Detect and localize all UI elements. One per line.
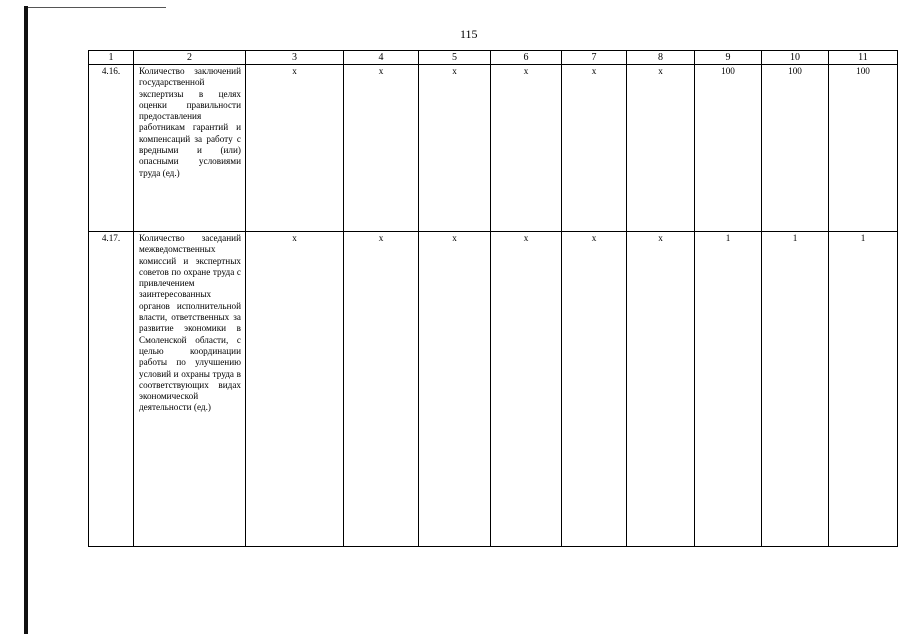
row-value: x	[491, 232, 562, 547]
column-header: 8	[627, 51, 695, 65]
row-value: 100	[695, 65, 762, 232]
row-value: x	[246, 232, 344, 547]
row-value: x	[344, 232, 419, 547]
row-value: 1	[762, 232, 829, 547]
row-number: 4.16.	[89, 65, 134, 232]
row-value: x	[562, 65, 627, 232]
column-header: 9	[695, 51, 762, 65]
column-header: 7	[562, 51, 627, 65]
row-value: x	[562, 232, 627, 547]
row-number: 4.17.	[89, 232, 134, 547]
column-header: 2	[134, 51, 246, 65]
row-value: x	[627, 232, 695, 547]
column-header: 5	[419, 51, 491, 65]
scan-top-rule	[28, 7, 166, 8]
column-header: 4	[344, 51, 419, 65]
table-row	[89, 232, 898, 547]
row-value: x	[419, 232, 491, 547]
row-value: 1	[829, 232, 898, 547]
page-number: 115	[460, 27, 478, 41]
column-header: 3	[246, 51, 344, 65]
row-value: 100	[762, 65, 829, 232]
table-row	[89, 65, 898, 232]
row-value: 100	[829, 65, 898, 232]
data-table	[88, 50, 898, 547]
row-value: x	[627, 65, 695, 232]
column-header: 10	[762, 51, 829, 65]
column-header: 1	[89, 51, 134, 65]
row-value: x	[246, 65, 344, 232]
row-description: Количество заключений государственной экспертизы в целях оценки правильности предоставления работникам гарантий и компенсаций за работу с вредными и (или) опасными условиями труда (ед.)	[134, 65, 246, 232]
column-number-row	[89, 51, 898, 65]
column-header: 6	[491, 51, 562, 65]
column-header: 11	[829, 51, 898, 65]
row-description: Количество заседаний межведомственных комиссий и экспертных советов по охране труда с привлечением заинтересованных органов исполнительной власти, ответственных за развитие экономики в Смоленской области, с целью координации работы по улучшению условий и охраны труда в соответствующих видах экономической деятельности (ед.)	[134, 232, 246, 547]
scan-left-edge	[24, 6, 28, 634]
row-value: x	[344, 65, 419, 232]
row-value: 1	[695, 232, 762, 547]
row-value: x	[491, 65, 562, 232]
row-value: x	[419, 65, 491, 232]
